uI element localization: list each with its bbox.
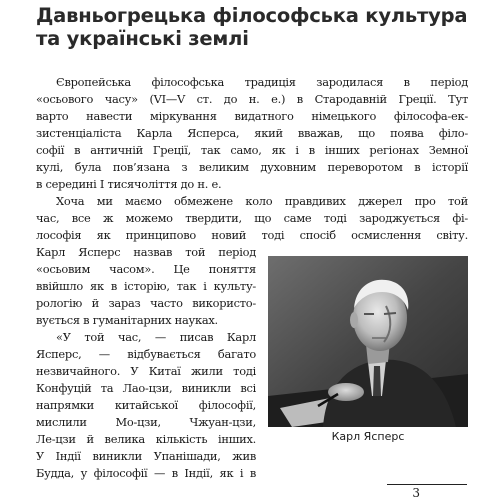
text-line: «осьового часу» (VI—V ст. до н. е.) в Стародавній Греції. Тут (36, 92, 468, 106)
text-line: незвичайного. У Китаї жили тоді (36, 364, 256, 378)
text-line: напрямки китайської філософії, (36, 398, 256, 412)
text-line: софії в античній Греції, так само, як і в інших регіонах Земної (36, 143, 468, 157)
text-line: Будда, у філософії — в Індії, як і в (36, 466, 256, 480)
text-line: «осьовим часом». Це поняття (36, 262, 256, 276)
text-line: Карл Ясперс назвав той період (36, 245, 256, 259)
page-number: 3 (412, 486, 420, 500)
text-line: мислили Мо-цзи, Чжуан-цзи, (36, 415, 256, 429)
portrait-illustration (268, 256, 468, 427)
footer-divider (387, 484, 467, 485)
text-line: ввійшло як в історію, так і культу- (36, 279, 256, 293)
text-line: лософія як принципово новий тоді спосіб осмислення світу. (36, 228, 468, 242)
text-line: рологію й зараз часто використо- (36, 296, 256, 310)
portrait-photo (268, 256, 468, 427)
text-line: зистенціаліста Карла Ясперса, який вважав, що поява філо- (36, 126, 468, 140)
text-line: Ясперс, — відбувається багато (36, 347, 256, 361)
text-line: Конфуцій та Лао-цзи, виникли всі (36, 381, 256, 395)
page-title-line-1: Давньогрецька філософська культура (36, 4, 468, 27)
text-line: кулі, була пов’язана з великим духовним переворотом в історії (36, 160, 468, 174)
page-title (36, 4, 476, 50)
text-line: в середині I тисячоліття до н. е. (36, 177, 222, 191)
page-title-line-2: та українські землі (36, 27, 249, 50)
text-line: Хоча ми маємо обмежене коло правдивих джерел про той (56, 194, 468, 208)
text-line: Європейська філософська традиція зародилася в період (56, 75, 468, 89)
text-line: Ле-цзи й велика кількість інших. (36, 432, 256, 446)
text-line: «У той час, — писав Карл (56, 330, 256, 344)
photo-caption: Карл Ясперс (331, 430, 405, 443)
text-line: У Індії виникли Упанішади, жив (36, 449, 256, 463)
text-line: вується в гуманітарних науках. (36, 313, 218, 327)
text-line: варто навести міркування видатного німецького філософа-ек- (36, 109, 468, 123)
text-line: час, все ж можемо твердити, що саме тоді зароджується фі- (36, 211, 468, 225)
